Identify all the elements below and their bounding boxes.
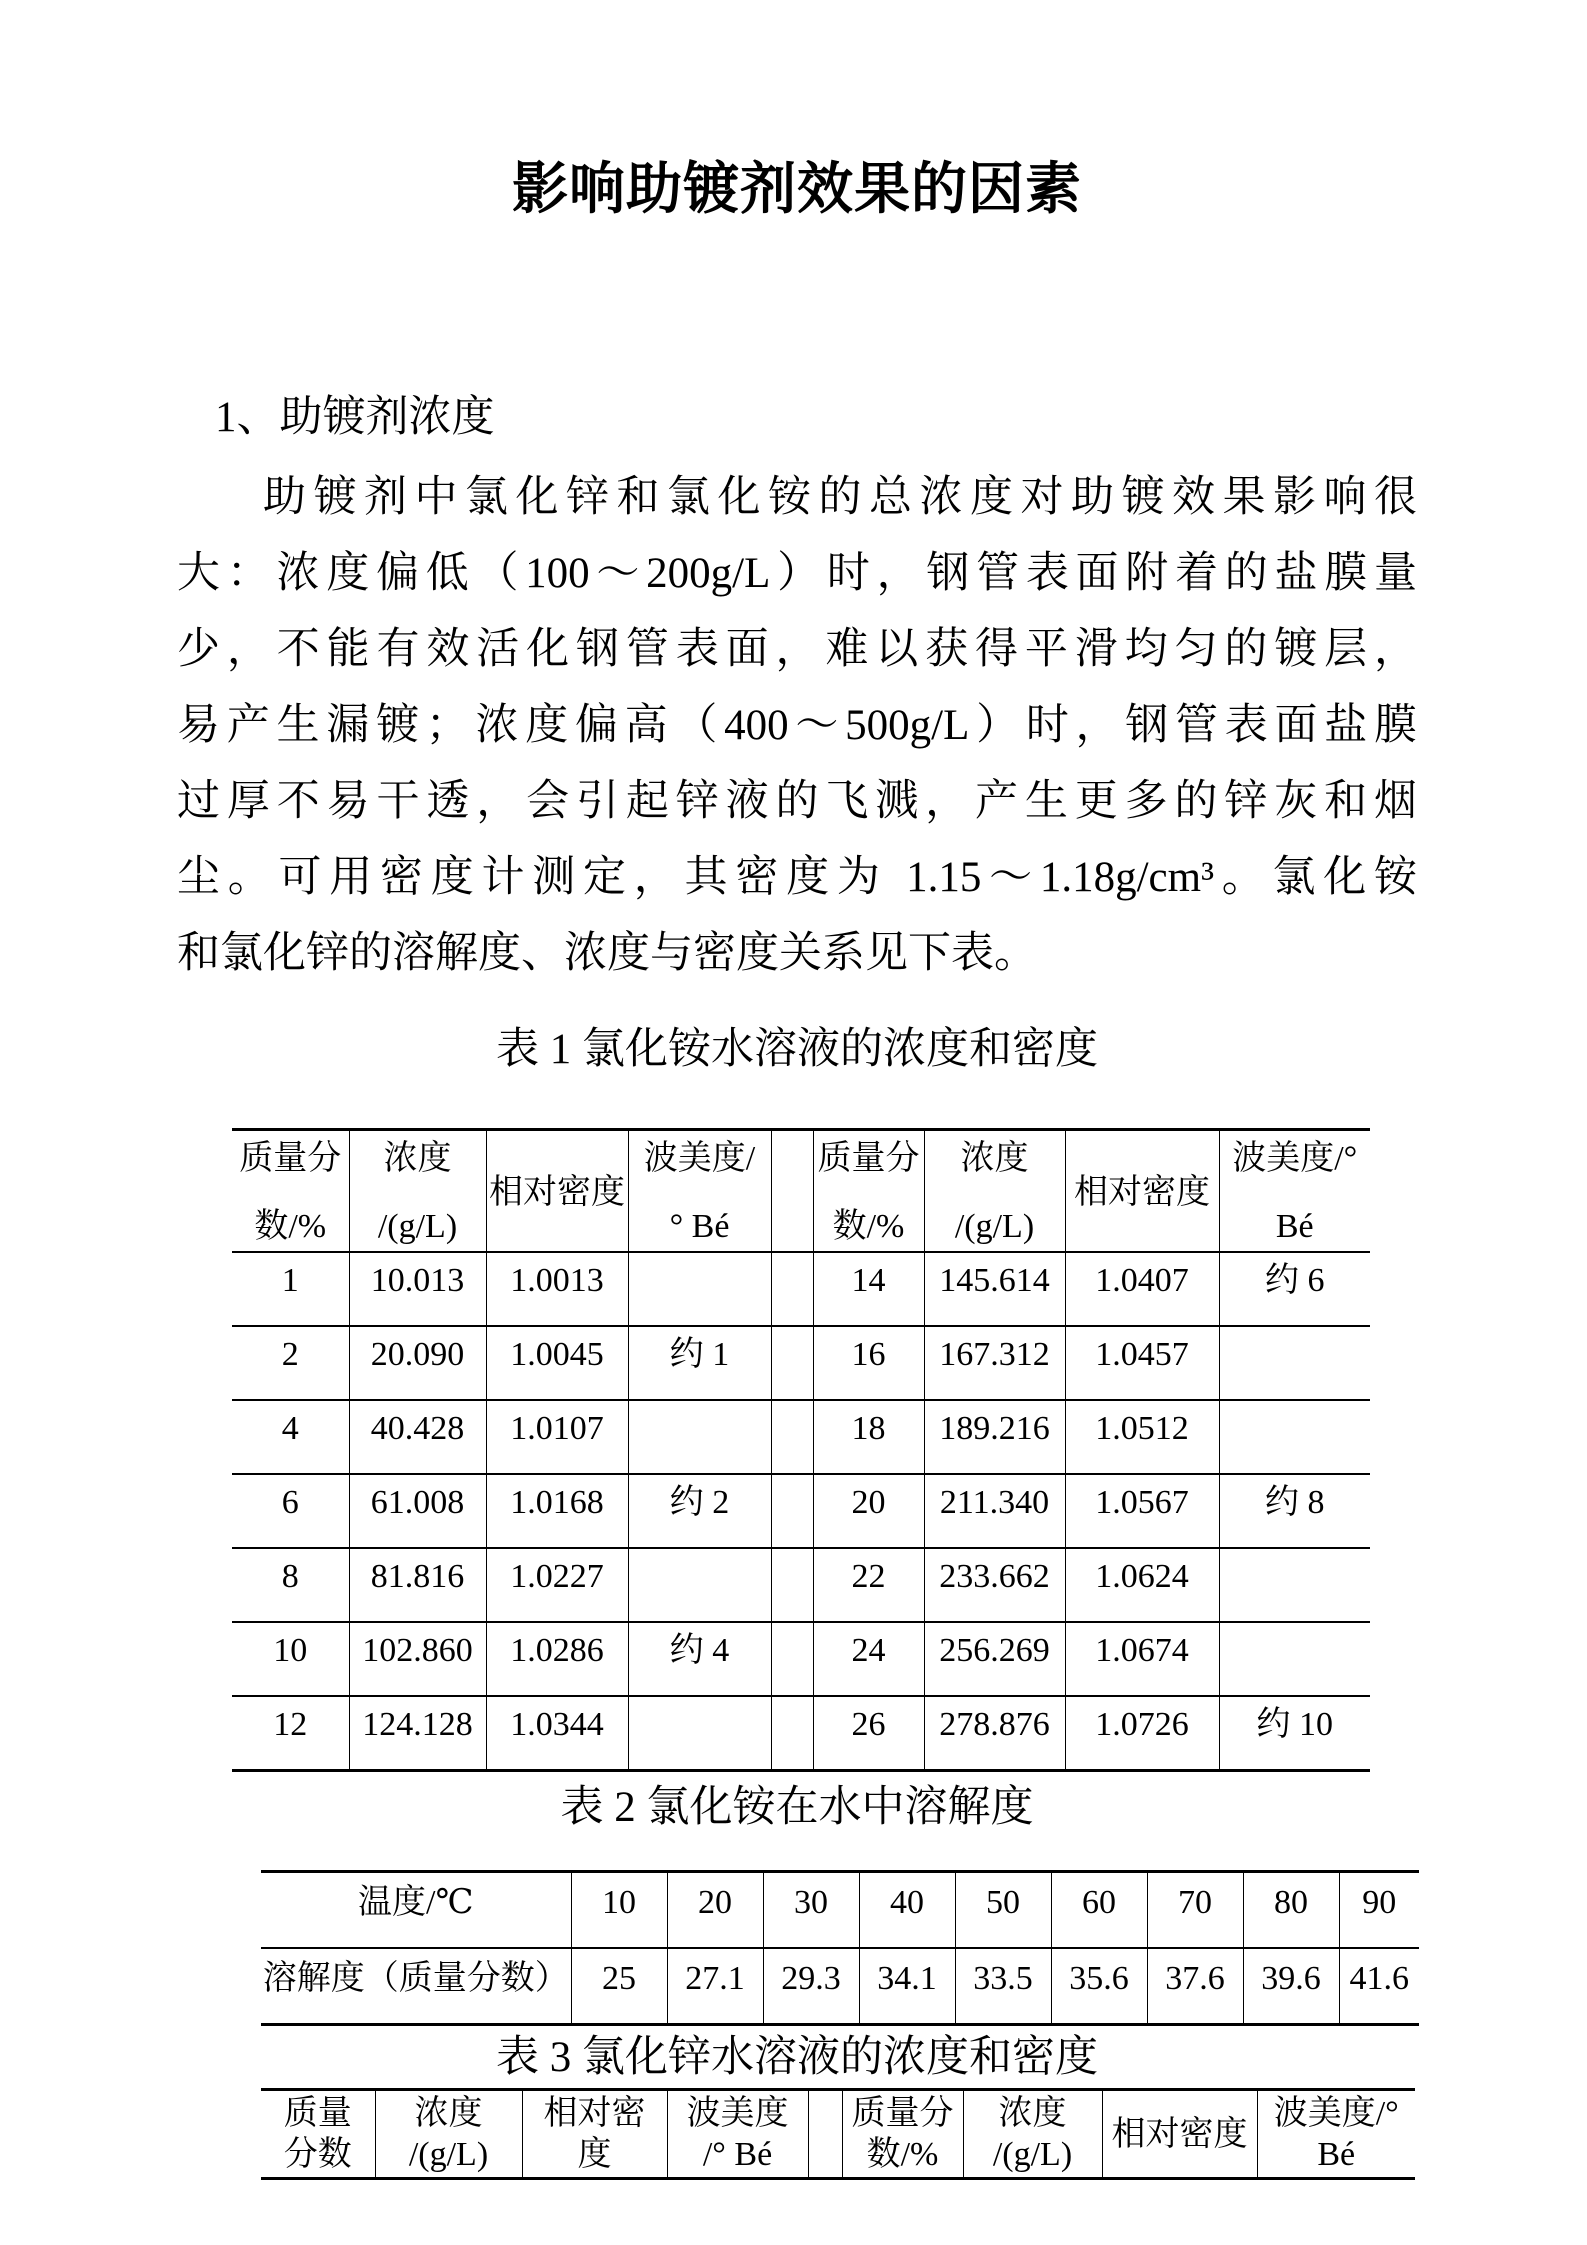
table-cell: 189.216: [924, 1400, 1065, 1474]
table-cell: 溶解度（质量分数）: [261, 1948, 571, 2025]
table-cell: 33.5: [955, 1948, 1051, 2025]
table1: [232, 1128, 1370, 1772]
table-cell: 1.0168: [486, 1474, 628, 1548]
table-cell: 约 6: [1219, 1252, 1370, 1326]
table-cell: 约 1: [628, 1326, 771, 1400]
table-row: [261, 1948, 1419, 2025]
table-cell: 29.3: [763, 1948, 859, 2025]
header-cell: [1257, 2090, 1415, 2179]
table-cell: 1.0674: [1065, 1622, 1219, 1696]
table-cell: 60: [1051, 1872, 1147, 1949]
table-row: [232, 1696, 1370, 1771]
header-cell: [1065, 1130, 1219, 1253]
table-cell: 1.0344: [486, 1696, 628, 1771]
header-line: 浓度: [383, 1140, 452, 1177]
table-cell: 167.312: [924, 1326, 1065, 1400]
table1-caption: 表 1 氯化铵水溶液的浓度和密度: [496, 1026, 1098, 1073]
table-cell: 30: [763, 1872, 859, 1949]
header-cell: [232, 1130, 349, 1253]
spacer-cell: [771, 1548, 813, 1622]
table-cell: 22: [813, 1548, 924, 1622]
table-cell: 70: [1147, 1872, 1243, 1949]
header-line: 质量分: [817, 1140, 920, 1177]
table-cell: 1.0227: [486, 1548, 628, 1622]
table-cell: 约 8: [1219, 1474, 1370, 1548]
table-cell: [1219, 1400, 1370, 1474]
table-cell: 1.0512: [1065, 1400, 1219, 1474]
table-cell: 102.860: [349, 1622, 486, 1696]
table-cell: 25: [571, 1948, 667, 2025]
header-line: 波美度/°: [1232, 1140, 1358, 1177]
table-cell: 20: [813, 1474, 924, 1548]
table-cell: 20: [667, 1872, 763, 1949]
table-cell: 1.0286: [486, 1622, 628, 1696]
header-line: /(g/L): [954, 1208, 1035, 1245]
table-cell: 24: [813, 1622, 924, 1696]
header-cell: [261, 2090, 375, 2179]
table-cell: 80: [1243, 1872, 1339, 1949]
table-cell: 20.090: [349, 1326, 486, 1400]
header-line: 质量分: [851, 2095, 954, 2132]
header-line: ° Bé: [669, 1208, 730, 1245]
table-cell: 37.6: [1147, 1948, 1243, 2025]
header-line: 波美度/°: [1273, 2095, 1399, 2132]
table-cell: 10: [232, 1622, 349, 1696]
header-line: 相对密度: [489, 1174, 625, 1211]
spacer-cell: [771, 1474, 813, 1548]
header-cell: [486, 1130, 628, 1253]
header-line: 数/%: [254, 1208, 327, 1245]
table-cell: 约 4: [628, 1622, 771, 1696]
table-cell: 1.0624: [1065, 1548, 1219, 1622]
paragraph-line: 过厚不易干透，会引起锌液的飞溅，产生更多的锌灰和烟: [177, 778, 1417, 825]
table-cell: 约 10: [1219, 1696, 1370, 1771]
table-cell: 4: [232, 1400, 349, 1474]
header-line: 度: [577, 2136, 612, 2173]
table-cell: 40.428: [349, 1400, 486, 1474]
header-line: 数/%: [866, 2136, 939, 2173]
header-cell: [842, 2090, 963, 2179]
paragraph-line: 尘。可用密度计测定，其密度为 1.15～1.18g/cm³。氯化铵: [177, 854, 1417, 901]
header-cell: [1219, 1130, 1370, 1253]
header-line: /(g/L): [992, 2136, 1073, 2173]
header-line: /(g/L): [408, 2136, 489, 2173]
header-line: /° Bé: [702, 2136, 773, 2173]
header-line: /(g/L): [377, 1208, 458, 1245]
table-cell: 35.6: [1051, 1948, 1147, 2025]
table-row: [261, 1872, 1419, 1949]
table-cell: 233.662: [924, 1548, 1065, 1622]
table-cell: 1.0045: [486, 1326, 628, 1400]
header-line: 浓度: [998, 2095, 1067, 2132]
table-cell: 1.0567: [1065, 1474, 1219, 1548]
table-cell: 约 2: [628, 1474, 771, 1548]
header-cell: [375, 2090, 522, 2179]
table-cell: 1.0457: [1065, 1326, 1219, 1400]
header-line: 波美度: [686, 2095, 789, 2132]
header-cell: [1102, 2090, 1257, 2179]
table-cell: [628, 1400, 771, 1474]
paragraph-line: 助镀剂中氯化锌和氯化铵的总浓度对助镀效果影响很: [263, 474, 1417, 521]
header-line: Bé: [1317, 2136, 1356, 2173]
header-line: 相对密度: [1111, 2115, 1248, 2153]
paragraph-line: 大：浓度偏低（100～200g/L）时，钢管表面附着的盐膜量: [177, 550, 1417, 597]
table-cell: 41.6: [1339, 1948, 1419, 2025]
table-cell: [628, 1696, 771, 1771]
table-cell: 10.013: [349, 1252, 486, 1326]
table-cell: 2: [232, 1326, 349, 1400]
table-row: [232, 1548, 1370, 1622]
table-cell: 40: [859, 1872, 955, 1949]
table-cell: 18: [813, 1400, 924, 1474]
section-heading: 1、助镀剂浓度: [215, 394, 495, 441]
table-cell: [628, 1252, 771, 1326]
table-cell: 90: [1339, 1872, 1419, 1949]
table-header-row: [232, 1130, 1370, 1253]
table-cell: [1219, 1326, 1370, 1400]
table-row: [232, 1400, 1370, 1474]
spacer-cell: [771, 1696, 813, 1771]
spacer-cell: [771, 1622, 813, 1696]
table-cell: 81.816: [349, 1548, 486, 1622]
table-cell: 50: [955, 1872, 1051, 1949]
body-paragraph: [177, 460, 1417, 992]
table-cell: 12: [232, 1696, 349, 1771]
header-line: 质量分: [239, 1140, 342, 1177]
table-cell: 61.008: [349, 1474, 486, 1548]
table-cell: 8: [232, 1548, 349, 1622]
header-line: 相对密度: [1074, 1174, 1210, 1211]
spacer-cell: [771, 1252, 813, 1326]
table-row: [232, 1622, 1370, 1696]
table-cell: 6: [232, 1474, 349, 1548]
spacer-cell: [771, 1130, 813, 1253]
document-title: 影响助镀剂效果的因素: [512, 159, 1082, 221]
header-line: 质量: [283, 2095, 352, 2132]
paragraph-line: 少，不能有效活化钢管表面，难以获得平滑均匀的镀层，: [177, 626, 1417, 673]
header-line: 分数: [283, 2136, 352, 2173]
table-cell: 16: [813, 1326, 924, 1400]
table-cell: 10: [571, 1872, 667, 1949]
table-cell: 27.1: [667, 1948, 763, 2025]
table-row: [232, 1252, 1370, 1326]
header-cell: [963, 2090, 1102, 2179]
table2: [261, 1870, 1419, 2026]
header-line: 数/%: [832, 1208, 905, 1245]
header-cell: [667, 2090, 808, 2179]
table-cell: 26: [813, 1696, 924, 1771]
table-cell: 256.269: [924, 1622, 1065, 1696]
header-cell: [349, 1130, 486, 1253]
table-row: [232, 1474, 1370, 1548]
header-line: 相对密: [543, 2095, 646, 2132]
table-row: [232, 1326, 1370, 1400]
spacer-cell: [771, 1400, 813, 1474]
table-cell: 1.0013: [486, 1252, 628, 1326]
header-line: 浓度: [414, 2095, 483, 2132]
table-cell: [1219, 1622, 1370, 1696]
table-cell: 温度/℃: [261, 1872, 571, 1949]
table-cell: 1: [232, 1252, 349, 1326]
header-line: 波美度/: [643, 1140, 756, 1177]
table-cell: 1.0726: [1065, 1696, 1219, 1771]
table-cell: 124.128: [349, 1696, 486, 1771]
table-cell: [1219, 1548, 1370, 1622]
header-cell: [924, 1130, 1065, 1253]
table-cell: 278.876: [924, 1696, 1065, 1771]
table-cell: 145.614: [924, 1252, 1065, 1326]
table-cell: 211.340: [924, 1474, 1065, 1548]
table-cell: [628, 1548, 771, 1622]
header-line: 浓度: [960, 1140, 1029, 1177]
table-cell: 39.6: [1243, 1948, 1339, 2025]
header-line: Bé: [1275, 1208, 1314, 1245]
paragraph-line: 和氯化锌的溶解度、浓度与密度关系见下表。: [177, 930, 1037, 977]
header-cell: [628, 1130, 771, 1253]
paragraph-line: 易产生漏镀；浓度偏高（400～500g/L）时，钢管表面盐膜: [177, 702, 1417, 749]
spacer-cell: [771, 1326, 813, 1400]
table-cell: 1.0407: [1065, 1252, 1219, 1326]
spacer-cell: [808, 2090, 842, 2179]
table-cell: 14: [813, 1252, 924, 1326]
header-cell: [813, 1130, 924, 1253]
table-cell: 34.1: [859, 1948, 955, 2025]
table3-caption: 表 3 氯化锌水溶液的浓度和密度: [496, 2034, 1098, 2081]
table3: [261, 2088, 1415, 2180]
header-cell: [522, 2090, 667, 2179]
table-header-row: [261, 2090, 1415, 2179]
table-cell: 1.0107: [486, 1400, 628, 1474]
table2-caption: 表 2 氯化铵在水中溶解度: [560, 1784, 1034, 1831]
